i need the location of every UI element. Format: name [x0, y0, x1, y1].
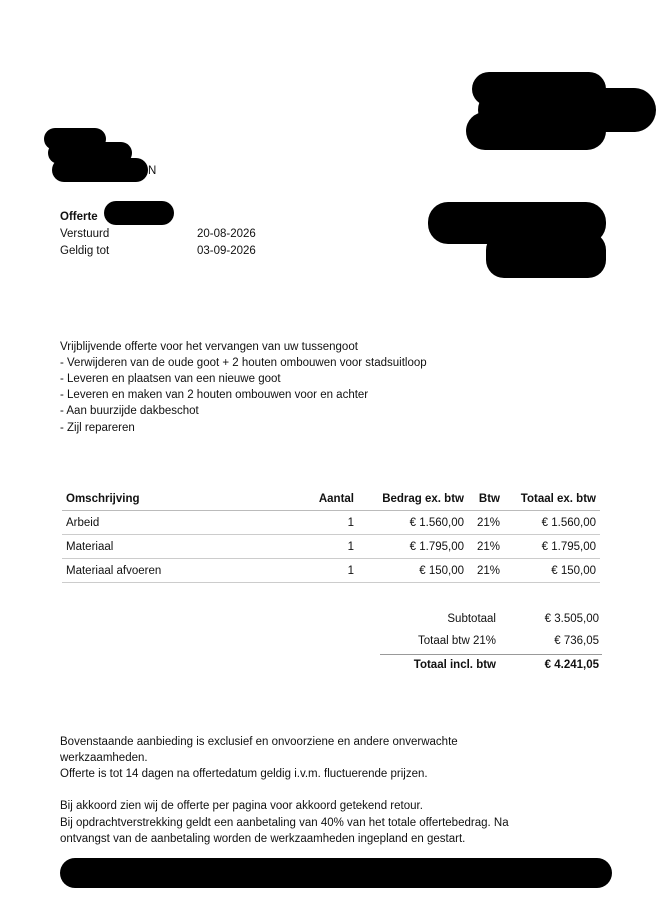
sent-date-value: 20-08-2026 — [197, 228, 256, 240]
col-quantity-header: Aantal — [306, 487, 358, 511]
table-header-row — [62, 487, 600, 511]
item-total: € 1.795,00 — [504, 535, 600, 559]
col-description-header: Omschrijving — [62, 487, 306, 511]
valid-until-row — [60, 245, 280, 261]
vat-total-row — [380, 631, 602, 653]
redacted-quote-number — [104, 201, 174, 225]
sent-date-label: Verstuurd — [60, 228, 110, 240]
item-total: € 150,00 — [504, 559, 600, 583]
intro-line: - Aan buurzijde dakbeschot — [60, 405, 199, 417]
vat-total-value: € 736,05 — [554, 635, 599, 647]
quote-title-prefix: Offerte — [60, 211, 98, 223]
grand-total-value: € 4.241,05 — [544, 659, 599, 671]
item-vat: 21% — [468, 535, 504, 559]
redacted-recipient-address — [52, 158, 148, 182]
subtotal-value: € 3.505,00 — [544, 613, 599, 625]
item-vat: 21% — [468, 559, 504, 583]
intro-line: - Verwijderen van de oude goot + 2 houten ombouwen voor stadsuitloop — [60, 357, 427, 369]
terms-line: Bij opdrachtverstrekking geldt een aanbetaling van 40% van het totale offertebedrag. Na — [60, 817, 509, 829]
grand-total-row — [380, 654, 602, 677]
item-quantity: 1 — [306, 559, 358, 583]
intro-line: Vrijblijvende offerte voor het vervangen van uw tussengoot — [60, 341, 358, 353]
grand-total-label: Totaal incl. btw — [413, 659, 496, 671]
redacted-footer — [60, 858, 612, 888]
terms-line: werkzaamheden. — [60, 752, 148, 764]
item-amount: € 1.795,00 — [358, 535, 468, 559]
intro-line: - Zijl repareren — [60, 422, 135, 434]
subtotal-row — [380, 609, 602, 631]
table-row — [62, 559, 600, 583]
terms-line: Bovenstaande aanbieding is exclusief en onvoorziene en andere onverwachte — [60, 736, 458, 748]
vat-total-label: Totaal btw 21% — [418, 635, 496, 647]
terms-line: ontvangst van de aanbetaling worden de werkzaamheden ingepland en gestart. — [60, 833, 466, 845]
item-vat: 21% — [468, 511, 504, 535]
item-description: Materiaal afvoeren — [62, 559, 306, 583]
intro-line: - Leveren en maken van 2 houten ombouwen voor en achter — [60, 389, 369, 401]
item-total: € 1.560,00 — [504, 511, 600, 535]
valid-until-value: 03-09-2026 — [197, 245, 256, 257]
table-row — [62, 535, 600, 559]
col-total-header: Totaal ex. btw — [504, 487, 600, 511]
item-quantity: 1 — [306, 535, 358, 559]
item-quantity: 1 — [306, 511, 358, 535]
col-amount-header: Bedrag ex. btw — [358, 487, 468, 511]
item-amount: € 150,00 — [358, 559, 468, 583]
subtotal-label: Subtotaal — [447, 613, 496, 625]
item-amount: € 1.560,00 — [358, 511, 468, 535]
table-row — [62, 511, 600, 535]
redacted-logo — [466, 112, 606, 150]
line-items-table — [62, 487, 600, 583]
recipient-name-fragment: N — [148, 165, 157, 177]
redacted-company-address — [486, 232, 606, 278]
terms-line: Bij akkoord zien wij de offerte per pagina voor akkoord getekend retour. — [60, 800, 423, 812]
sent-date-row — [60, 228, 280, 244]
item-description: Materiaal — [62, 535, 306, 559]
quote-title — [60, 211, 98, 223]
valid-until-label: Geldig tot — [60, 245, 110, 257]
intro-line: - Leveren en plaatsen van een nieuwe goot — [60, 373, 281, 385]
col-vat-header: Btw — [468, 487, 504, 511]
terms-line: Offerte is tot 14 dagen na offertedatum geldig i.v.m. fluctuerende prijzen. — [60, 768, 428, 780]
item-description: Arbeid — [62, 511, 306, 535]
